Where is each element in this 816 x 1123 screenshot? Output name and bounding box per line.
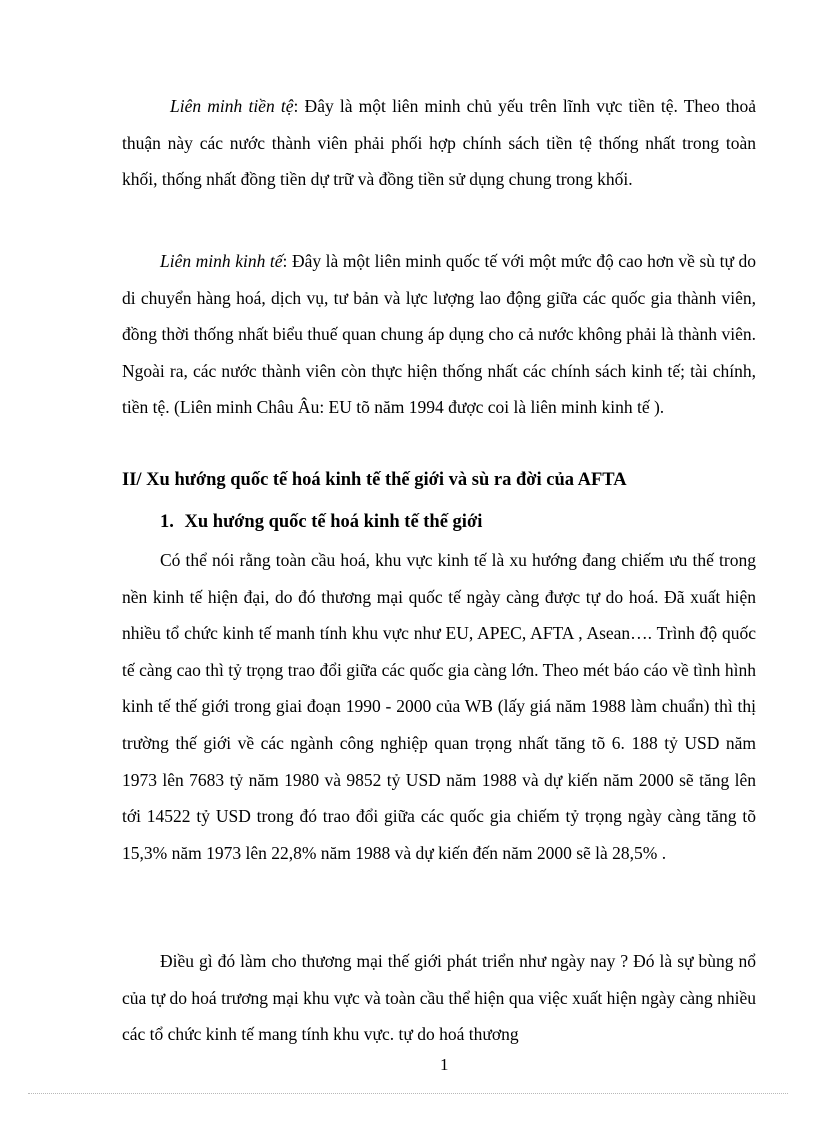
subsection-title: Xu hướng quốc tế hoá kinh tế thế giới [184,512,483,532]
page-number: 1 [440,1055,449,1074]
term-monetary-union: Liên minh tiền tệ [170,96,294,116]
paragraph-globalization: Có thể nói rằng toàn cầu hoá, khu vực kinh tế là xu hướng đang chiếm ưu thế trong nền kinh tế hiện đại, do đó thương mại quốc tế ngày càng được tự do hoá. Đã xuất hiện nhiều tổ chức kinh tế manh tính khu vực như EU, APEC, AFTA , Asean…. Trình độ quốc tế càng cao thì tỷ trọng trao đổi giữa các quốc gia càng lớn. Theo mét báo cáo về tình hình kinh tế thế giới trong giai đoạn 1990 - 2000 của WB (lấy giá năm 1988 làm chuẩn) thì thị trường thế giới về các ngành công nghiệp quan trọng nhất tăng tõ 6. 188 tỷ USD năm 1973 lên 7683 tỷ năm 1980 và 9852 tỷ USD năm 1988 và dự kiến năm 2000 sẽ tăng lên tới 14522 tỷ USD trong đó trao đổi giữa các quốc gia chiếm tỷ trọng ngày càng tăng tõ 15,3% năm 1973 lên 22,8% năm 1988 và dự kiến đến năm 2000 sẽ là 28,5% . [122,550,756,863]
subsection-number: 1. [160,512,174,532]
section-heading: II/ Xu hướng quốc tế hoá kinh tế thế giới và sù ra đời của AFTA [122,470,627,490]
paragraph-economic-union [122,243,756,426]
paragraph-monetary-union [122,88,756,198]
page-bottom-divider [28,1093,788,1094]
paragraph-economic-union-text: : Đây là một liên minh quốc tế với một mức độ cao hơn về sù tự do di chuyển hàng hoá, dịch vụ, tư bản và lực lượng lao động giữa các quốc gia thành viên, đồng thời thống nhất biểu thuế quan chung áp dụng cho cả nước không phải là thành viên. Ngoài ra, các nước thành viên còn thực hiện thống nhất các chính sách kinh tế; tài chính, tiền tệ. (Liên minh Châu Âu: EU tõ năm 1994 được coi là liên minh kinh tế ). [122,251,757,418]
term-economic-union: Liên minh kinh tế [160,251,283,271]
paragraph-monetary-union-text: : Đây là một liên minh chủ yếu trên lĩnh vực tiền tệ. Theo thoả thuận này các nước thành viên phải phối hợp chính sách tiền tệ thống nhất trong toàn khối, thống nhất đồng tiền dự trữ và đồng tiền sử dụng chung trong khối. [122,96,757,190]
subsection-heading [160,512,482,533]
paragraph-trade-growth: Điều gì đó làm cho thương mại thế giới phát triển như ngày nay ? Đó là sự bùng nổ của tự do hoá trương mại khu vực và toàn cầu thể hiện qua việc xuất hiện ngày càng nhiều các tổ chức kinh tế mang tính khu vực. tự do hoá thương [122,951,756,1045]
